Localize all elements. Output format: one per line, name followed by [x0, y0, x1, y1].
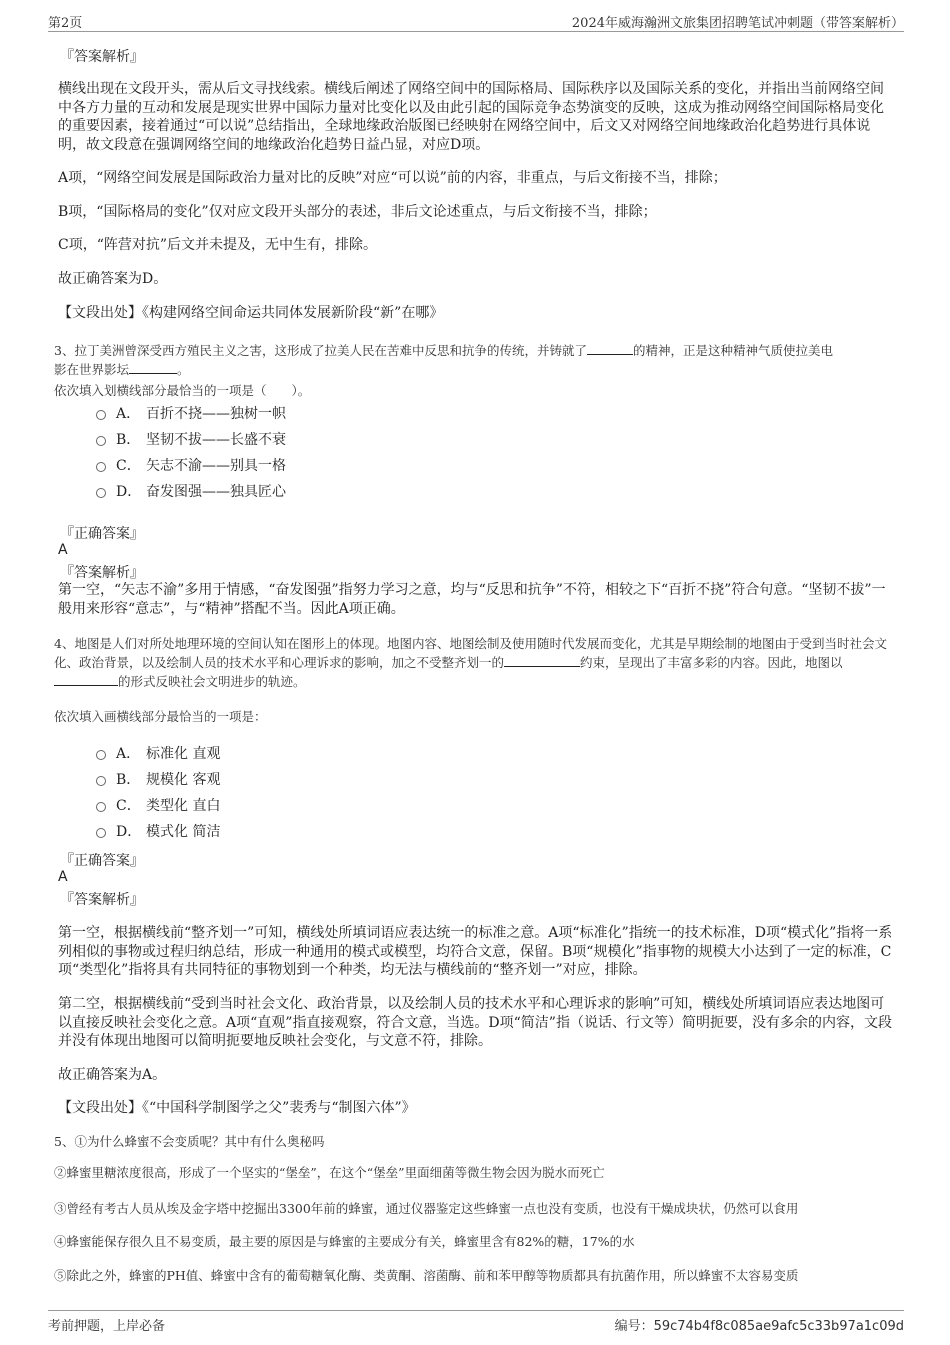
radio-icon[interactable] [96, 828, 106, 838]
q4-option-c[interactable]: C． 类型化 直白 [96, 795, 220, 815]
q4-analysis-2: 第二空，根据横线前“受到当时社会文化、政治背景，以及绘制人员的技术水平和心理诉求的影响”可知，横线处所填词语应表达地图可以直接反映社会变化之意。A项“直观”指直接观察，符合文意，当选。D项“简洁”指（说话、行文等）简明扼要，没有多余的内容，文段并没有体现出地图可以简明扼要地反映社会变化，与文意不符，排除。 [58, 996, 892, 1049]
q2-analysis-c: C项，“阵营对抗”后文并未提及，无中生有，排除。 [58, 237, 378, 253]
q4-instruction: 依次填入画横线部分最恰当的一项是： [54, 709, 267, 724]
q2-conclusion: 故正确答案为D。 [58, 271, 168, 287]
q3-instruction: 依次填入划横线部分最恰当的一项是（ ）。 [54, 383, 311, 398]
q3-answer-label: 『正确答案』 [60, 526, 144, 542]
q2-analysis-text: 横线出现在文段开头，需从后文寻找线索。横线后阐述了网络空间中的国际格局、国际秩序以及国际关系的变化，并指出当前网络空间中各方力量的互动和发展是现实世界中国际力量对比变化以及由此引起的国际竞争态势演变的反映，这成为推动网络空间国际格局变化的重要因素，接着通过“可以说”总结指出，全球地缘政治版图已经映射在网络空间中，后文又对网络空间地缘政治化趋势进行具体说明，故文段意在强调网络空间的地缘政治化趋势日益凸显，对应D项。 [58, 81, 884, 153]
q2-source: 【文段出处】《构建网络空间命运共同体发展新阶段“新”在哪》 [58, 305, 444, 321]
radio-icon[interactable] [96, 462, 106, 472]
q3-blank-2 [129, 361, 177, 374]
q3-option-d[interactable]: D． 奋发图强——独具匠心 [96, 481, 286, 501]
page-number: 第2页 [48, 16, 83, 31]
q3-option-c[interactable]: C． 矢志不渝——别具一格 [96, 455, 286, 475]
q4-source: 【文段出处】《“中国科学制图学之父”裴秀与“制图六体”》 [58, 1100, 416, 1116]
q3-stem: 3、拉丁美洲曾深受西方殖民主义之害，这形成了拉美人民在苦难中反思和抗争的传统，并铸就了 的精神，正是这种精神气质使拉美电 影在世界影坛 。 [54, 343, 833, 377]
q4-option-b[interactable]: B． 规模化 客观 [96, 769, 220, 789]
q4-conclusion: 故正确答案为A。 [58, 1067, 167, 1083]
q4-answer-label: 『正确答案』 [60, 853, 144, 869]
document-title: 2024年威海瀚洲文旅集团招聘笔试冲刺题（带答案解析） [571, 16, 904, 31]
footer-code: 编号：59c74b4f8c085ae9afc5c33b97a1c09d [614, 1319, 904, 1334]
q4-blank-2 [54, 673, 118, 686]
q3-option-b[interactable]: B． 坚韧不拔——长盛不衰 [96, 429, 286, 449]
q2-analysis-label: 『答案解析』 [60, 49, 144, 65]
q4-stem: 4、地图是人们对所处地理环境的空间认知在图形上的体现。地图内容、地图绘制及使用随时代发展而变化，尤其是早期绘制的地图由于受到当时社会文化、政治背景，以及绘制人员的技术水平和心理诉求的影响，加之不受整齐划一的 约束，呈现出了丰富多彩的内容。因此，地图以的形式反映社会文明进步的轨迹。 [54, 636, 887, 689]
q3-blank-1 [587, 342, 633, 355]
q5-sentence-1: 5、①为什么蜂蜜不会变质呢？其中有什么奥秘吗 [54, 1134, 325, 1149]
radio-icon[interactable] [96, 776, 106, 786]
q4-analysis-1: 第一空，根据横线前“整齐划一”可知，横线处所填词语应表达统一的标准之意。A项“标准化”指统一的技术标准，D项“模式化”指将一系列相似的事物或过程归纳总结，形成一种通用的模式或模型，均符合文意，保留。B项“规模化”指事物的规模大小达到了一定的标准，C项“类型化”指将具有共同特征的事物划到一个种类，均无法与横线前的“整齐划一”对应，排除。 [58, 925, 893, 978]
footer-divider [48, 1310, 904, 1311]
q4-answer: A [58, 869, 68, 885]
q2-analysis-b: B项，“国际格局的变化”仅对应文段开头部分的表述，非后文论述重点，与后文衔接不当，排除； [58, 204, 657, 220]
q3-analysis-label: 『答案解析』 [60, 565, 144, 581]
q3-analysis-text: 第一空，“矢志不渝”多用于情感，“奋发图强”指努力学习之意，均与“反思和抗争”不符，相较之下“百折不挠”符合句意。“坚韧不拔”一般用来形容“意志”，与“精神”搭配不当。因此A项正确。 [58, 582, 886, 617]
q5-sentence-4: ④蜂蜜能保存很久且不易变质，最主要的原因是与蜂蜜的主要成分有关，蜂蜜里含有82%的糖，17%的水 [54, 1234, 635, 1249]
radio-icon[interactable] [96, 488, 106, 498]
radio-icon[interactable] [96, 802, 106, 812]
q4-option-d[interactable]: D． 模式化 简洁 [96, 821, 220, 841]
q4-option-a[interactable]: A． 标准化 直观 [96, 743, 220, 763]
q2-analysis-a: A项，“网络空间发展是国际政治力量对比的反映”对应“可以说”前的内容，非重点，与后文衔接不当，排除； [58, 170, 727, 186]
q5-sentence-3: ③曾经有考古人员从埃及金字塔中挖掘出3300年前的蜂蜜，通过仪器鉴定这些蜂蜜一点也没有变质，也没有干燥成块状，仍然可以食用 [54, 1201, 799, 1216]
q3-answer: A [58, 542, 68, 558]
q5-sentence-5: ⑤除此之外，蜂蜜的PH值、蜂蜜中含有的葡萄糖氧化酶、类黄酮、溶菌酶、前和苯甲醇等物质都具有抗菌作用，所以蜂蜜不太容易变质 [54, 1268, 799, 1283]
radio-icon[interactable] [96, 436, 106, 446]
footer-slogan: 考前押题，上岸必备 [48, 1319, 166, 1334]
header-divider [48, 31, 904, 32]
q4-blank-1 [504, 654, 580, 667]
radio-icon[interactable] [96, 410, 106, 420]
q4-analysis-label: 『答案解析』 [60, 892, 144, 908]
q5-sentence-2: ②蜂蜜里糖浓度很高，形成了一个坚实的“堡垒”，在这个“堡垒”里面细菌等微生物会因为脱水而死亡 [54, 1165, 605, 1180]
q3-option-a[interactable]: A． 百折不挠——独树一帜 [96, 403, 286, 423]
radio-icon[interactable] [96, 750, 106, 760]
